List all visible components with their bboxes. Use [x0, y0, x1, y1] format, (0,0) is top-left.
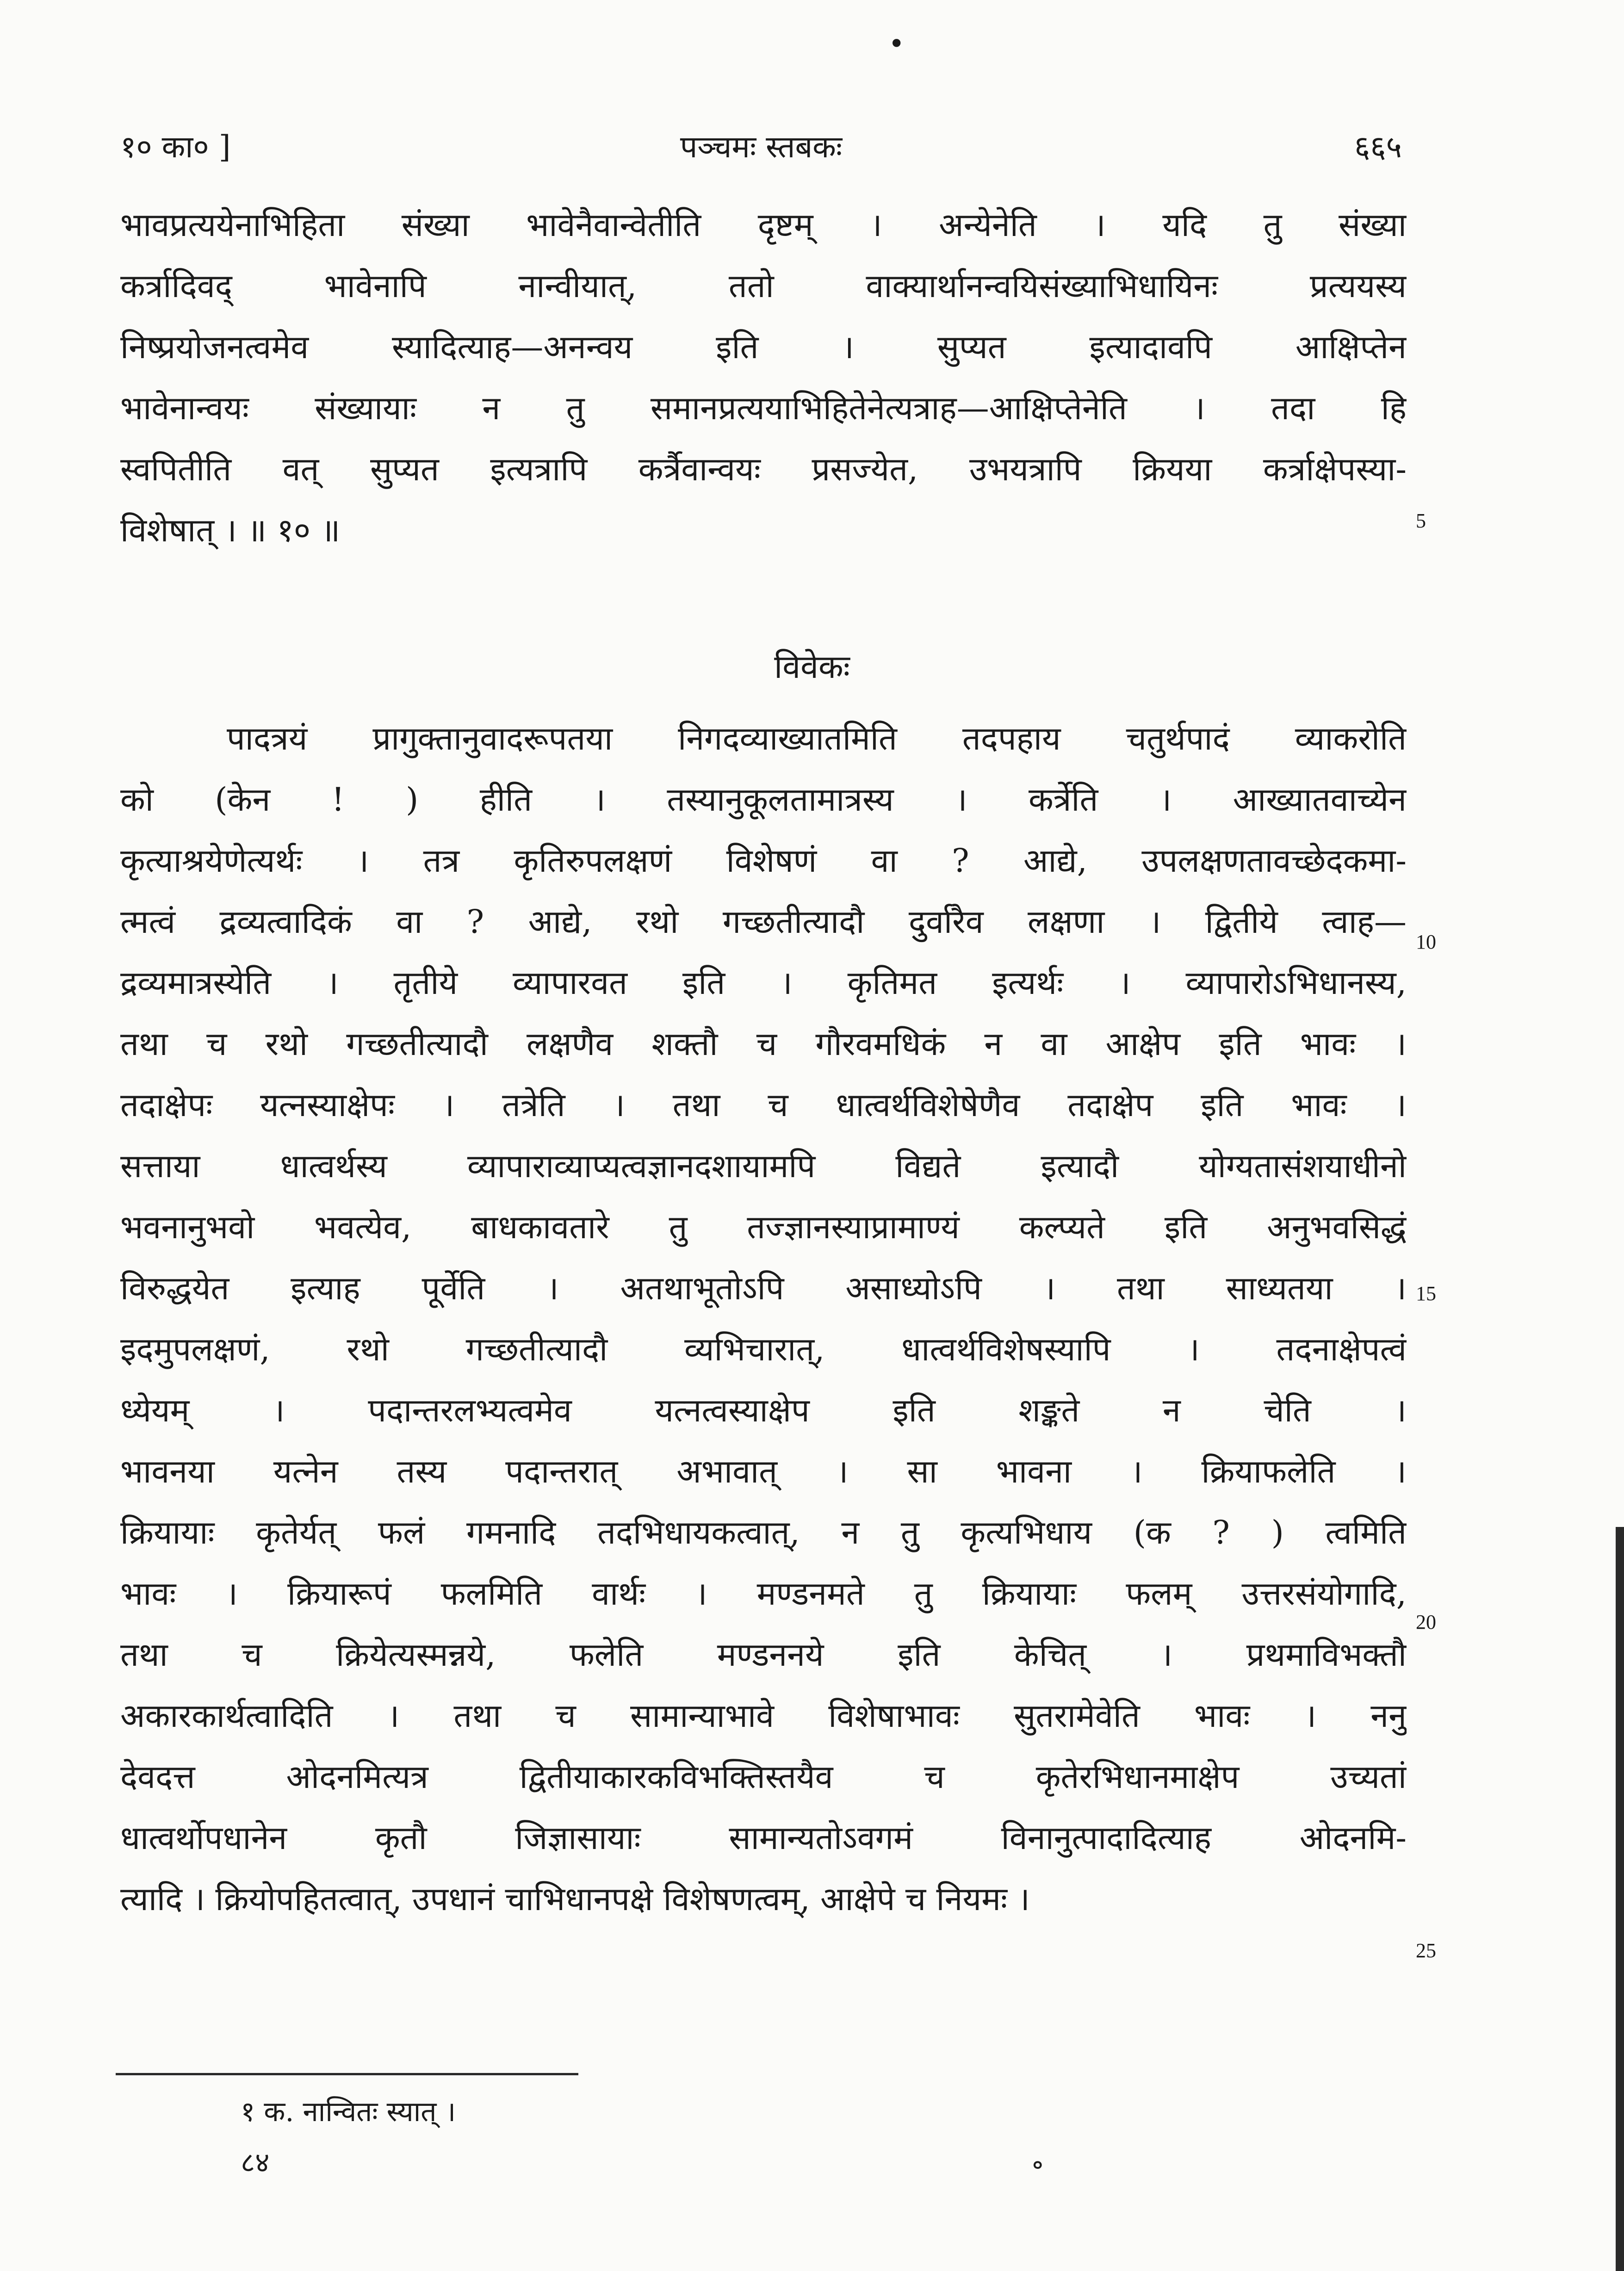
text-line: तदाक्षेपः यत्नस्याक्षेपः । तत्रेति । तथा च धात्वर्थविशेषेणैव तदाक्षेप इति भावः ।: [120, 1086, 1407, 1124]
text-line: भावप्रत्ययेनाभिहिता संख्या भावेनैवान्वेतीति दृष्टम् । अन्येनेति । यदि तु संख्या: [120, 206, 1407, 244]
text-line: भावनया यत्नेन तस्य पदान्तरात् अभावात् । सा भावना । क्रियाफलेति ।: [120, 1452, 1407, 1490]
footnote: १ क. नान्वितः स्यात् ।: [241, 2096, 456, 2128]
text-line: भवनानुभवो भवत्येव, बाधकावतारे तु तज्ज्ञानस्याप्रामाण्यं कल्प्यते इति अनुभवसिद्धं: [120, 1208, 1407, 1246]
text-line: त्मत्वं द्रव्यत्वादिकं वा ? आद्ये, रथो गच्छतीत्यादौ दुर्वारैव लक्षणा । द्वितीये त्वाह—: [120, 903, 1407, 941]
text-line: त्यादि । क्रियोपहितत्वात्, उपधानं चाभिधानपक्षे विशेषणत्वम्, आक्षेपे च नियमः ।: [120, 1880, 1030, 1918]
text-line: देवदत्त ओदनमित्यत्र द्वितीयाकारकविभक्तिस्तयैव च कृतेरभिधानमाक्षेप उच्यतां: [120, 1758, 1407, 1796]
signature-mark: ८४: [241, 2147, 270, 2179]
footnote-rule: [116, 2073, 578, 2075]
top-dot-mark: •: [888, 28, 905, 60]
text-line: को (केन ! ) हीति । तस्यानुकूलतामात्रस्य । कर्त्रेति । आख्यातवाच्येन: [120, 781, 1407, 819]
header-left: १० का० ]: [120, 129, 231, 165]
text-line: इदमुपलक्षणं, रथो गच्छतीत्यादौ व्यभिचारात्, धात्वर्थविशेषस्यापि । तदनाक्षेपत्वं: [120, 1330, 1407, 1368]
line-number: 10: [1416, 931, 1436, 953]
text-line: भावेनान्वयः संख्यायाः न तु समानप्रत्ययाभिहितेनेत्यत्राह—आक्षिप्तेनेति । तदा हि: [120, 389, 1407, 427]
line-number: 15: [1416, 1282, 1436, 1305]
running-header: [120, 125, 1402, 180]
text-line: भावः । क्रियारूपं फलमिति वार्थः । मण्डनमते तु क्रियायाः फलम् उत्तरसंयोगादि,: [120, 1575, 1407, 1613]
page-edge-shadow: [1616, 1527, 1624, 2271]
text-line: कर्त्रादिवद् भावेनापि नान्वीयात्, ततो वाक्यार्थानन्वयिसंख्याभिधायिनः प्रत्ययस्य: [120, 267, 1407, 305]
commentary-block: [120, 194, 1407, 561]
text-line: धात्वर्थोपधानेन कृतौ जिज्ञासायाः सामान्यतोऽवगमं विनानुत्पादादित्याह ओदनमि-: [120, 1819, 1407, 1857]
text-line: तथा च क्रियेत्यस्मन्नये, फलेति मण्डननये इति केचित् । प्रथमाविभक्तौ: [120, 1636, 1407, 1674]
text-line: द्रव्यमात्रस्येति । तृतीये व्यापारवत इति । कृतिमत इत्यर्थः । व्यापारोऽभिधानस्य,: [120, 964, 1407, 1002]
text-line: विशेषात् । ॥ १० ॥: [120, 511, 341, 549]
line-number: 20: [1416, 1611, 1436, 1633]
page-number: ६६५: [1354, 129, 1402, 165]
text-line: तथा च रथो गच्छतीत्यादौ लक्षणैव शक्तौ च गौरवमधिकं न वा आक्षेप इति भावः ।: [120, 1025, 1407, 1063]
bottom-comma-mark: ॰: [1032, 2151, 1044, 2184]
line-number: 25: [1416, 1939, 1436, 1962]
text-line: कृत्याश्रयेणेत्यर्थः । तत्र कृतिरुपलक्षणं विशेषणं वा ? आद्ये, उपलक्षणतावच्छेदकमा-: [120, 842, 1407, 880]
viveka-block: [120, 708, 1407, 1930]
text-line: क्रियायाः कृतेर्यत् फलं गमनादि तदभिधायकत्वात्, न तु कृत्यभिधाय (क ? ) त्वमिति: [120, 1514, 1407, 1551]
text-line: अकारकार्थत्वादिति । तथा च सामान्याभावे विशेषाभावः सुतरामेवेति भावः । ननु: [120, 1697, 1407, 1735]
line-number: 5: [1416, 509, 1426, 532]
text-line: ध्येयम् । पदान्तरलभ्यत्वमेव यत्नत्वस्याक्षेप इति शङ्कते न चेति ।: [120, 1391, 1407, 1429]
text-line: निष्प्रयोजनत्वमेव स्यादित्याह—अनन्वय इति । सुप्यत इत्यादावपि आक्षिप्तेन: [120, 328, 1407, 366]
section-title: विवेकः: [774, 648, 850, 686]
text-line: विरुद्धयेत इत्याह पूर्वेति । अतथाभूतोऽपि असाध्योऽपि । तथा साध्यतया ।: [120, 1269, 1407, 1307]
text-line: पादत्रयं प्रागुक्तानुवादरूपतया निगदव्याख्यातमिति तदपहाय चतुर्थपादं व्याकरोति: [227, 720, 1407, 757]
header-title: पञ्चमः स्तबकः: [680, 129, 843, 165]
text-line: सत्ताया धात्वर्थस्य व्यापाराव्याप्यत्वज्ञानदशायामपि विद्यते इत्यादौ योग्यतासंशयाधीनो: [120, 1147, 1407, 1185]
text-line: स्वपितीति वत् सुप्यत इत्यत्रापि कर्त्रैवान्वयः प्रसज्येत, उभयत्रापि क्रियया कर्त्राक्षेपस्या-: [120, 450, 1407, 488]
